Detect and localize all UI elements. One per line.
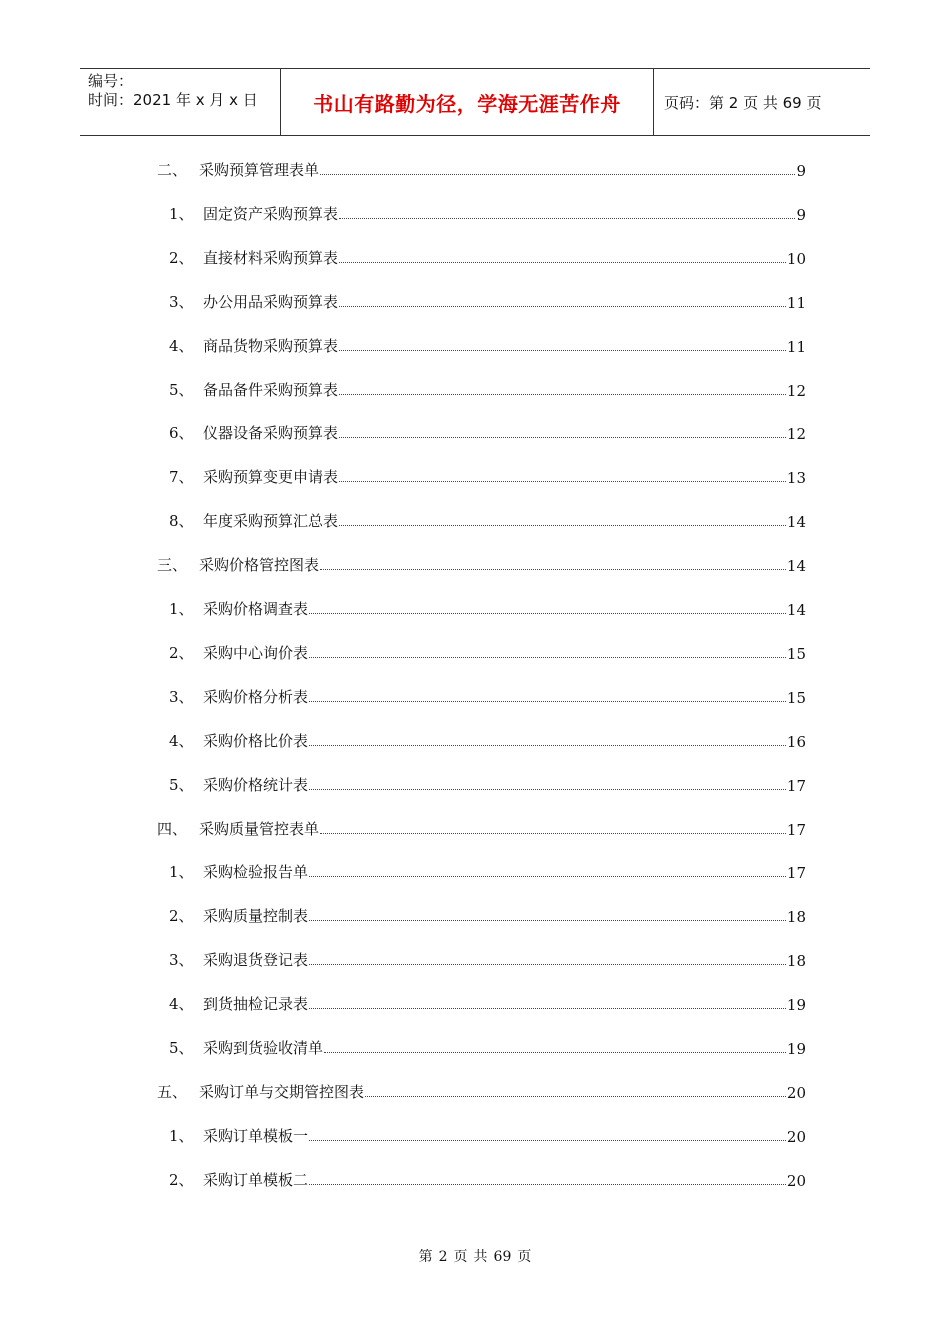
toc-entry-number: 2、 [169, 1171, 194, 1189]
toc-entry-number: 3、 [169, 951, 194, 969]
toc-leader-dots [365, 1096, 786, 1097]
header-motto-cell [281, 69, 654, 135]
toc-entry-page: 17 [786, 821, 806, 839]
toc-entry-number: 5、 [169, 1039, 194, 1057]
page-footer [0, 1246, 950, 1266]
toc-leader-dots [309, 1008, 786, 1009]
toc-entry-page: 9 [796, 162, 806, 180]
toc-entry-label: 采购质量管控表单 [199, 820, 320, 838]
toc-entry[interactable] [150, 509, 806, 531]
toc-entry-label: 采购价格比价表 [203, 732, 309, 750]
toc-leader-dots [339, 218, 795, 219]
toc-leader-dots [339, 481, 786, 482]
toc-entry[interactable] [150, 1168, 806, 1190]
footer-total-pages: 69 [493, 1249, 512, 1265]
footer-suffix: 页 [517, 1249, 532, 1265]
toc-leader-dots [339, 350, 786, 351]
toc-entry-label: 采购检验报告单 [203, 863, 309, 881]
toc-entry-page: 18 [786, 908, 806, 926]
toc-entry[interactable] [150, 729, 806, 751]
toc-entry-label: 到货抽检记录表 [203, 995, 309, 1013]
toc-leader-dots [324, 1052, 786, 1053]
toc-entry[interactable] [150, 597, 806, 619]
toc-entry-number: 5、 [169, 381, 194, 399]
footer-total-prefix: 共 [473, 1249, 488, 1265]
toc-entry[interactable] [150, 773, 806, 795]
toc-entry[interactable] [150, 1080, 806, 1102]
toc-entry-number: 五、 [157, 1083, 188, 1101]
toc-entry-number: 四、 [157, 820, 188, 838]
page-header [80, 68, 870, 136]
footer-prefix: 第 [418, 1249, 433, 1265]
toc-entry-number: 2、 [169, 644, 194, 662]
toc-entry-page: 19 [786, 1040, 806, 1058]
toc-entry-page: 15 [786, 689, 806, 707]
toc-entry-page: 11 [786, 338, 806, 356]
toc-entry[interactable] [150, 860, 806, 882]
toc-entry-number: 3、 [169, 688, 194, 706]
toc-entry-page: 14 [786, 601, 806, 619]
toc-entry[interactable] [150, 992, 806, 1014]
toc-leader-dots [339, 306, 786, 307]
toc-entry[interactable] [150, 158, 806, 180]
document-time-label: 时间：2021 年 x 月 x 日 [88, 91, 258, 109]
toc-entry-label: 采购订单模板一 [203, 1127, 309, 1145]
toc-entry-number: 三、 [157, 556, 188, 574]
toc-entry-page: 12 [786, 382, 806, 400]
toc-leader-dots [339, 262, 786, 263]
toc-entry[interactable] [150, 202, 806, 224]
toc-entry-page: 13 [786, 469, 806, 487]
toc-entry-page: 19 [786, 996, 806, 1014]
header-meta-cell [80, 69, 281, 135]
toc-entry-page: 14 [786, 513, 806, 531]
toc-entry-number: 7、 [169, 468, 194, 486]
toc-entry-label: 采购到货验收清单 [203, 1039, 324, 1057]
toc-entry-page: 20 [786, 1172, 806, 1190]
toc-entry-number: 1、 [169, 600, 194, 618]
toc-entry[interactable] [150, 246, 806, 268]
toc-entry[interactable] [150, 553, 806, 575]
toc-entry-label: 采购退货登记表 [203, 951, 309, 969]
toc-leader-dots [309, 745, 786, 746]
toc-leader-dots [320, 833, 786, 834]
toc-entry[interactable] [150, 904, 806, 926]
toc-entry-number: 二、 [157, 161, 188, 179]
toc-entry-page: 16 [786, 733, 806, 751]
toc-entry-label: 仪器设备采购预算表 [203, 424, 339, 442]
toc-entry[interactable] [150, 378, 806, 400]
toc-leader-dots [320, 174, 795, 175]
toc-entry-label: 备品备件采购预算表 [203, 381, 339, 399]
toc-entry[interactable] [150, 948, 806, 970]
toc-entry-label: 采购中心询价表 [203, 644, 309, 662]
toc-entry-label: 采购订单与交期管控图表 [199, 1083, 365, 1101]
header-page-info: 页码：第 2 页 共 69 页 [664, 93, 822, 112]
toc-entry-label: 采购质量控制表 [203, 907, 309, 925]
footer-page-word: 页 [453, 1249, 468, 1265]
toc-entry-number: 4、 [169, 732, 194, 750]
toc-entry-number: 5、 [169, 776, 194, 794]
toc-entry-page: 17 [786, 864, 806, 882]
footer-current-page: 2 [438, 1249, 448, 1265]
toc-entry-label: 采购价格统计表 [203, 776, 309, 794]
toc-entry-number: 2、 [169, 249, 194, 267]
toc-entry-label: 采购价格分析表 [203, 688, 309, 706]
header-motto: 书山有路勤为径，学海无涯苦作舟 [313, 91, 621, 116]
toc-entry[interactable] [150, 1036, 806, 1058]
toc-leader-dots [309, 1140, 786, 1141]
toc-entry[interactable] [150, 334, 806, 356]
toc-entry-number: 1、 [169, 863, 194, 881]
toc-leader-dots [309, 1184, 786, 1185]
toc-entry-number: 6、 [169, 424, 194, 442]
toc-entry-number: 8、 [169, 512, 194, 530]
toc-leader-dots [309, 876, 786, 877]
toc-entry-page: 10 [786, 250, 806, 268]
toc-entry-page: 12 [786, 425, 806, 443]
toc-entry-label: 采购价格管控图表 [199, 556, 320, 574]
toc-entry-number: 4、 [169, 337, 194, 355]
toc-entry-label: 商品货物采购预算表 [203, 337, 339, 355]
toc-entry-page: 17 [786, 777, 806, 795]
header-page-cell [654, 69, 870, 135]
toc-entry-page: 20 [786, 1128, 806, 1146]
toc-leader-dots [339, 525, 786, 526]
toc-entry[interactable] [150, 1124, 806, 1146]
toc-leader-dots [320, 569, 786, 570]
toc-entry-label: 采购预算变更申请表 [203, 468, 339, 486]
toc-entry-number: 1、 [169, 1127, 194, 1145]
toc-entry[interactable] [150, 290, 806, 312]
toc-leader-dots [309, 789, 786, 790]
toc-entry-page: 18 [786, 952, 806, 970]
toc-entry-page: 9 [796, 206, 806, 224]
toc-entry-page: 11 [786, 294, 806, 312]
toc-leader-dots [339, 437, 786, 438]
document-number-label: 编号： [88, 72, 134, 90]
toc-leader-dots [309, 920, 786, 921]
toc-leader-dots [309, 657, 786, 658]
toc-leader-dots [309, 701, 786, 702]
toc-entry-page: 14 [786, 557, 806, 575]
toc-entry-number: 3、 [169, 293, 194, 311]
toc-entry-label: 采购订单模板二 [203, 1171, 309, 1189]
toc-entry-label: 采购预算管理表单 [199, 161, 320, 179]
toc-entry[interactable] [150, 641, 806, 663]
toc-entry-number: 1、 [169, 205, 194, 223]
toc-entry-number: 4、 [169, 995, 194, 1013]
toc-entry-label: 年度采购预算汇总表 [203, 512, 339, 530]
toc-entry-label: 直接材料采购预算表 [203, 249, 339, 267]
toc-leader-dots [339, 394, 786, 395]
toc-entry-label: 采购价格调查表 [203, 600, 309, 618]
toc-entry-number: 2、 [169, 907, 194, 925]
toc-entry[interactable] [150, 685, 806, 707]
toc-entry-page: 20 [786, 1084, 806, 1102]
toc-leader-dots [309, 613, 786, 614]
toc-entry[interactable] [150, 421, 806, 443]
toc-leader-dots [309, 964, 786, 965]
toc-entry-page: 15 [786, 645, 806, 663]
toc-entry-label: 办公用品采购预算表 [203, 293, 339, 311]
toc-entry-label: 固定资产采购预算表 [203, 205, 339, 223]
toc-entry[interactable] [150, 817, 806, 839]
toc-entry[interactable] [150, 465, 806, 487]
